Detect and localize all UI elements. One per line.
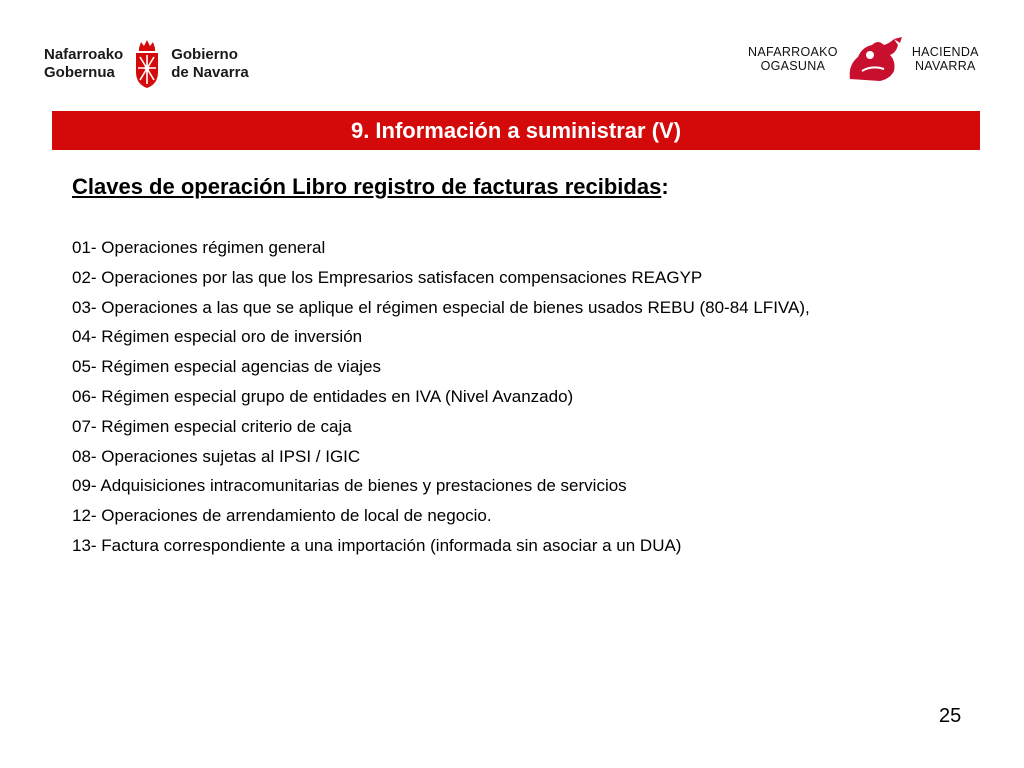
logo-right-line2-b: NAVARRA	[914, 59, 976, 73]
list-item: 13- Factura correspondiente a una importación (informada sin asociar a un DUA)	[72, 535, 682, 555]
logo-left-basque-text	[44, 46, 123, 82]
navarra-crest-icon	[131, 38, 163, 90]
hacienda-emblem-icon	[844, 35, 906, 83]
list-item: 06- Régimen especial grupo de entidades en IVA (Nivel Avanzado)	[72, 386, 574, 406]
slide-title: 9. Información a suministrar (V)	[350, 118, 682, 143]
logo-right-line1-a: NAFARROAKO	[748, 45, 838, 59]
logo-left-line2-b: de Navarra	[171, 64, 249, 81]
logo-left-spanish-text	[171, 46, 249, 82]
logo-left-line1-a: Nafarroako	[44, 46, 124, 63]
logo-right-line1-b: HACIENDA	[911, 45, 979, 59]
list-item: 02- Operaciones por las que los Empresarios satisfacen compensaciones REAGYP	[72, 267, 703, 287]
list-item: 01- Operaciones régimen general	[72, 238, 326, 257]
list-item: 08- Operaciones sujetas al IPSI / IGIC	[72, 446, 361, 466]
page-number: 25	[939, 705, 962, 727]
section-subtitle	[72, 174, 669, 200]
gobierno-navarra-logo	[44, 36, 249, 92]
list-item: 03- Operaciones a las que se aplique el régimen especial de bienes usados REBU (80-84 LFIVA),	[72, 297, 810, 317]
logo-left-line1-b: Gobierno	[171, 46, 238, 63]
logo-right-basque-text	[748, 45, 838, 73]
operation-keys-list	[72, 233, 810, 561]
hacienda-navarra-logo	[748, 34, 979, 84]
section-subtitle-text: Claves de operación Libro registro de facturas recibidas	[72, 174, 662, 199]
logo-right-spanish-text	[912, 45, 979, 73]
section-subtitle-colon: :	[661, 174, 669, 199]
list-item: 04- Régimen especial oro de inversión	[72, 327, 363, 347]
list-item: 12- Operaciones de arrendamiento de local de negocio.	[72, 506, 492, 526]
list-item: 07- Régimen especial criterio de caja	[72, 416, 352, 436]
logo-left-line2-a: Gobernua	[44, 64, 115, 81]
slide-title-bar	[52, 111, 980, 150]
list-item: 09- Adquisiciones intracomunitarias de bienes y prestaciones de servicios	[72, 476, 627, 496]
list-item: 05- Régimen especial agencias de viajes	[72, 357, 382, 377]
logo-right-line2-a: OGASUNA	[760, 59, 826, 73]
